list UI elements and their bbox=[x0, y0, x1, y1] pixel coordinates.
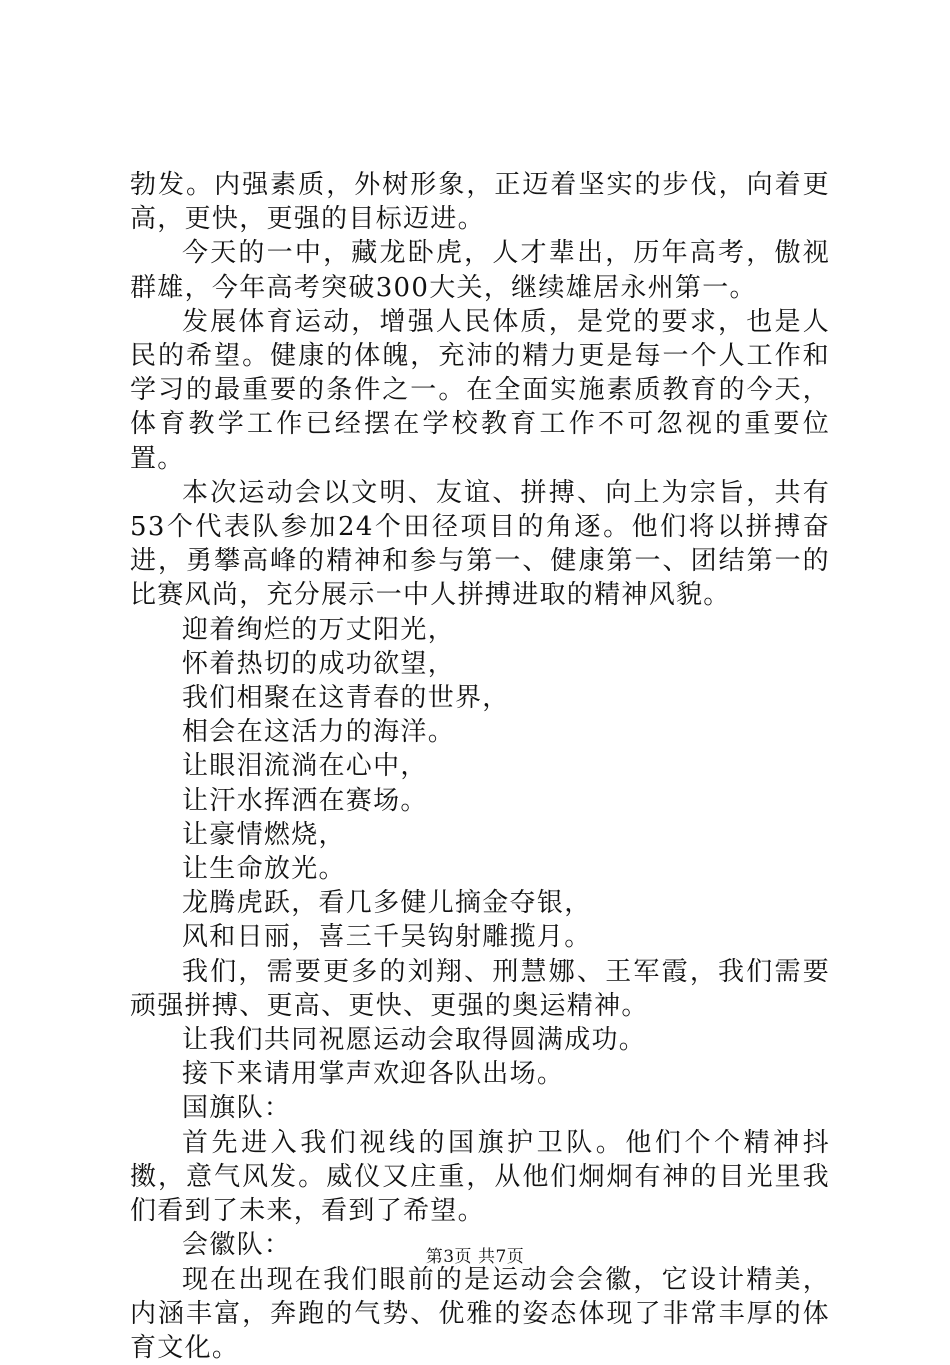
paragraph-wish: 让我们共同祝愿运动会取得圆满成功。 bbox=[130, 1023, 830, 1057]
verse-line: 让汗水挥洒在赛场。 bbox=[130, 784, 830, 818]
verse-line: 让豪情燃烧， bbox=[130, 818, 830, 852]
verse-line: 风和日丽，喜三千吴钩射雕揽月。 bbox=[130, 920, 830, 954]
paragraph-olympic-spirit: 我们，需要更多的刘翔、刑慧娜、王军霞，我们需要顽强拼搏、更高、更快、更强的奥运精神。 bbox=[130, 955, 830, 1023]
paragraph-sports-development: 发展体育运动，增强人民体质，是党的要求，也是人民的希望。健康的体魄，充沛的精力更是每一个人工作和学习的最重要的条件之一。在全面实施素质教育的今天，体育教学工作已经摆在学校教育工作不可忽视的重要位置。 bbox=[130, 305, 830, 476]
paragraph-continuation: 勃发。内强素质，外树形象，正迈着坚实的步伐，向着更高，更快，更强的目标迈进。 bbox=[130, 168, 830, 236]
heading-emblem-team: 会徽队： bbox=[130, 1228, 830, 1262]
verse-line: 让眼泪流淌在心中， bbox=[130, 749, 830, 783]
heading-flag-team: 国旗队： bbox=[130, 1091, 830, 1125]
verse-line: 怀着热切的成功欲望， bbox=[130, 647, 830, 681]
verse-line: 龙腾虎跃，看几多健儿摘金夺银， bbox=[130, 886, 830, 920]
paragraph-flag-team: 首先进入我们视线的国旗护卫队。他们个个精神抖擞，意气风发。威仪又庄重，从他们炯炯有神的目光里我们看到了未来，看到了希望。 bbox=[130, 1126, 830, 1229]
verse-line: 相会在这活力的海洋。 bbox=[130, 715, 830, 749]
paragraph-welcome-teams: 接下来请用掌声欢迎各队出场。 bbox=[130, 1057, 830, 1091]
verse-line: 迎着绚烂的万丈阳光， bbox=[130, 613, 830, 647]
paragraph-school-intro: 今天的一中，藏龙卧虎，人才辈出，历年高考，傲视群雄，今年高考突破300大关，继续雄居永州第一。 bbox=[130, 236, 830, 304]
paragraph-games-purpose: 本次运动会以文明、友谊、拼搏、向上为宗旨，共有53个代表队参加24个田径项目的角逐。他们将以拼搏奋进，勇攀高峰的精神和参与第一、健康第一、团结第一的比赛风尚，充分展示一中人拼搏进取的精神风貌。 bbox=[130, 476, 830, 613]
page-number-footer: 第3页 共7页 bbox=[0, 1242, 950, 1267]
document-body bbox=[130, 168, 830, 1365]
paragraph-emblem-team: 现在出现在我们眼前的是运动会会徽，它设计精美，内涵丰富，奔跑的气势、优雅的姿态体现了非常丰厚的体育文化。 bbox=[130, 1263, 830, 1365]
verse-line: 让生命放光。 bbox=[130, 852, 830, 886]
verse-line: 我们相聚在这青春的世界， bbox=[130, 681, 830, 715]
